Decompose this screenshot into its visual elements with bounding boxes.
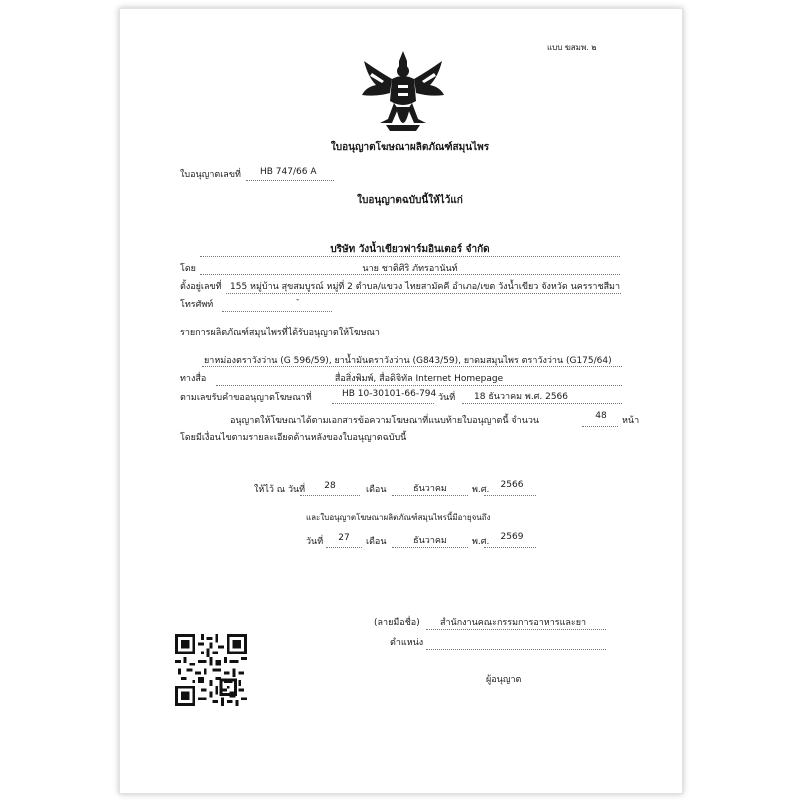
phone-value: - xyxy=(296,295,300,305)
given-date-label: ให้ไว้ ณ วันที่ xyxy=(254,485,306,495)
authorized-person: นาย ชาติศิริ ภัทรอานันท์ xyxy=(362,264,458,274)
given-month-label: เดือน xyxy=(366,485,387,495)
page-unit: หน้า xyxy=(622,416,640,426)
expiry-day: 27 xyxy=(338,533,350,543)
expiry-year-label: พ.ศ. xyxy=(472,537,490,547)
given-month: ธันวาคม xyxy=(413,484,447,494)
license-document xyxy=(119,8,683,794)
request-date-label: วันที่ xyxy=(438,393,456,403)
qr-code[interactable] xyxy=(175,634,247,706)
request-date: 18 ธันวาคม พ.ศ. 2566 xyxy=(474,392,569,402)
by-label: โดย xyxy=(180,264,196,274)
position-label: ตำแหน่ง xyxy=(390,638,424,648)
given-year: 2566 xyxy=(500,480,524,490)
company-name: บริษัท วังน้ำเขียวฟาร์มอินเตอร์ จำกัด xyxy=(330,244,490,255)
form-code: แบบ ฆสมพ. ๒ xyxy=(547,43,597,52)
signature-label: (ลายมือชื่อ) xyxy=(374,618,420,628)
request-label: ตามเลขรับคำขออนุญาตโฆษณาที่ xyxy=(180,393,312,403)
page-count: 48 xyxy=(595,411,607,421)
product-list: ยาหม่องตราวังว่าน (G 596/59), ยาน้ำมันตราวังว่าน (G843/59), ยาดมสมุนไพร ตราวังว่าน (G175/64) xyxy=(204,356,612,366)
media-label: ทางสื่อ xyxy=(180,374,207,384)
given-year-label: พ.ศ. xyxy=(472,485,490,495)
request-number: HB 10-30101-66-794 xyxy=(342,389,437,399)
license-no: HB 747/66 A xyxy=(260,167,317,177)
conditions-text: โดยมีเงื่อนไขตามรายละเอียดด้านหลังของใบอนุญาตฉบับนี้ xyxy=(180,433,407,443)
phone-label: โทรศัพท์ xyxy=(180,300,214,310)
address-value: 155 หมู่บ้าน สุขสมบูรณ์ หมู่ที่ 2 ตำบล/แขวง ไทยสามัคคี อำเภอ/เขต วังน้ำเขียว จังหวัด นครราชสีมา xyxy=(230,282,621,292)
validity-text: และใบอนุญาตโฆษณาผลิตภัณฑ์สมุนไพรนี้มีอายุจนถึง xyxy=(306,513,491,522)
issued-to-heading: ใบอนุญาตฉบับนี้ให้ไว้แก่ xyxy=(357,195,463,206)
licensor-label: ผู้อนุญาต xyxy=(486,675,522,685)
document-title: ใบอนุญาตโฆษณาผลิตภัณฑ์สมุนไพร xyxy=(330,142,490,153)
address-label: ตั้งอยู่เลขที่ xyxy=(180,282,222,292)
license-no-label: ใบอนุญาตเลขที่ xyxy=(180,170,241,180)
given-day: 28 xyxy=(324,481,336,491)
products-heading: รายการผลิตภัณฑ์สมุนไพรที่ได้รับอนุญาตให้โฆษณา xyxy=(180,328,380,338)
expiry-month: ธันวาคม xyxy=(413,536,447,546)
expiry-year: 2569 xyxy=(500,532,524,542)
garuda-emblem-icon xyxy=(358,49,448,141)
expiry-day-label: วันที่ xyxy=(306,537,324,547)
approval-text: อนุญาตให้โฆษณาได้ตามเอกสารข้อความโฆษณาที่แนบท้ายใบอนุญาตนี้ จำนวน xyxy=(230,416,540,426)
media-value: สื่อสิ่งพิมพ์, สื่อดิจิทัล Internet Homepage xyxy=(334,374,504,384)
signature-organization: สำนักงานคณะกรรมการอาหารและยา xyxy=(440,618,587,628)
expiry-month-label: เดือน xyxy=(366,537,387,547)
